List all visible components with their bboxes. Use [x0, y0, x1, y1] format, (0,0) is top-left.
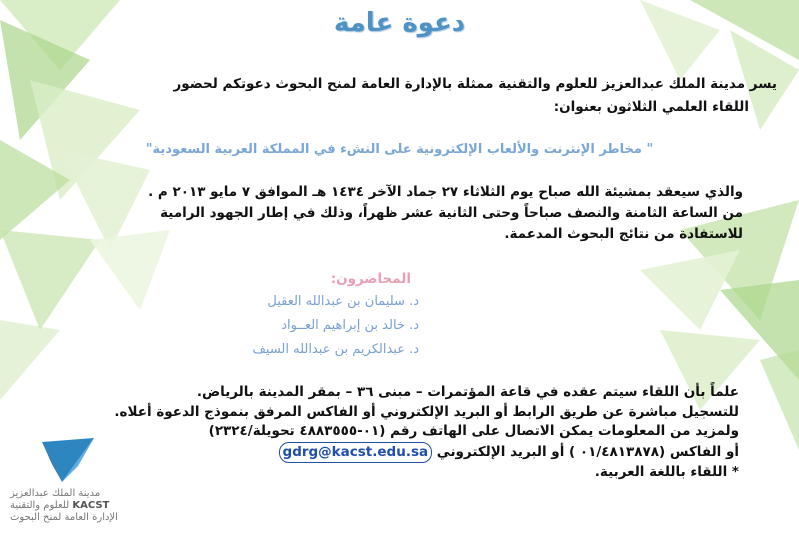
contact-info — [114, 383, 739, 483]
fax-text: أو الفاكس (٠١/٤٨١٣٨٧٨ ) أو البريد الإلكتروني — [436, 443, 739, 460]
intro-line-2: اللقاء العلمي الثلاثون بعنوان: — [553, 99, 749, 115]
kacst-logo — [10, 438, 140, 530]
logo-acronym: KACST — [72, 500, 110, 511]
lecturers-section — [252, 268, 419, 362]
invitation-title: دعوة عامة — [333, 8, 466, 38]
event-purpose-line: للاستفادة من نتائج البحوث المدعمة. — [504, 226, 743, 242]
registration-line: للتسجيل مباشرة عن طريق الرابط أو البريد الإلكتروني أو الفاكس المرفق بنموذج الدعوة أعلاه. — [114, 403, 739, 420]
phone-line: ولمزيد من المعلومات يمكن الاتصال على الهاتف رقم (٠١-٤٨٨٣٥٥٥ تحويلة/٢٣٢٤) — [208, 423, 739, 439]
lecturer-item: د. عبدالكريم بن عبدالله السيف — [252, 342, 419, 357]
lecturer-item: د. سليمان بن عبدالله العقيل — [267, 294, 419, 309]
logo-line-1: مدينة الملك عبدالعزيز — [10, 488, 101, 499]
event-details — [148, 182, 743, 245]
email-link[interactable]: gdrg@kacst.edu.sa — [279, 442, 433, 464]
lecture-title: " مخاطر الإنترنت والألعاب الإلكترونية على النشء في المملكة العربية السعودية" — [145, 142, 654, 157]
event-date-line: والذي سيعقد بمشيئة الله صباح يوم الثلاثاء ٢٧ جماد الآخر ١٤٣٤ هـ الموافق ٧ مايو ٢٠١٣ م . — [148, 184, 743, 200]
venue-line: علماً بأن اللقاء سيتم عقده في قاعة المؤتمرات – مبنى ٣٦ – بمقر المدينة بالرياض. — [196, 384, 739, 400]
language-note: * اللقاء باللغة العربية. — [594, 464, 739, 480]
logo-line-2: KACST للعلوم والتقنية — [10, 500, 110, 511]
lecturer-item: د. خالد بن إبراهيم العــواد — [281, 318, 419, 333]
lecturers-heading: المحاضرون: — [330, 271, 411, 287]
intro-line-1: يسر مدينة الملك عبدالعزيز للعلوم والتقنية ممثلة بالإدارة العامة لمنح البحوث دعوتكم لحضور — [173, 76, 777, 92]
event-time-line: من الساعة الثامنة والنصف صباحاً وحتى الثانية عشر ظهراً، وذلك في إطار الجهود الرامية — [160, 205, 743, 221]
kacst-logo-text — [10, 488, 140, 524]
kacst-logo-icon — [38, 438, 98, 486]
fax-email-line — [114, 442, 739, 464]
logo-line-3: الإدارة العامة لمنح البحوث — [10, 512, 118, 523]
